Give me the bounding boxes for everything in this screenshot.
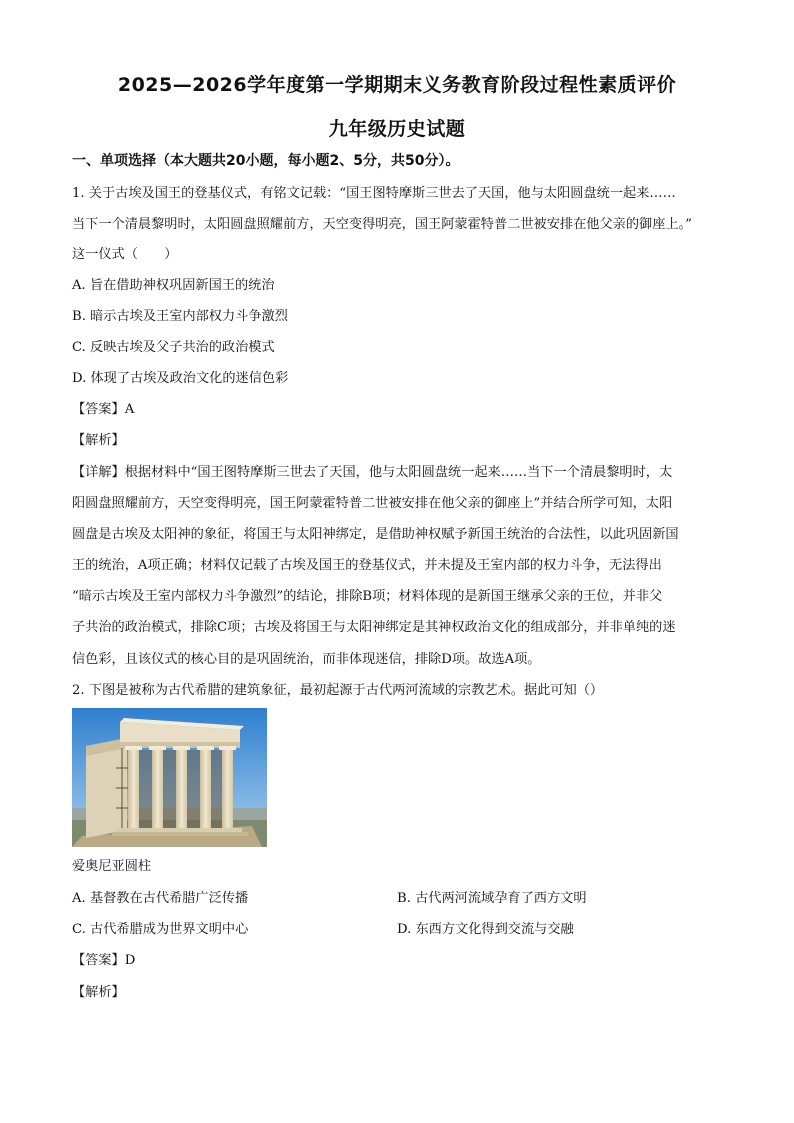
q2-option-c: C. 古代希腊成为世界文明中心 (72, 922, 249, 937)
ionic-temple-photo (72, 708, 267, 847)
q1-option-b: B. 暗示古埃及王室内部权力斗争激烈 (72, 309, 288, 324)
q1-detail-line: 子共治的政治模式，排除C项；古埃及将国王与太阳神绑定是其神权政治文化的组成部分，并非单纯的迷 (72, 620, 676, 635)
q1-option-a: A. 旨在借助神权巩固新国王的统治 (72, 278, 275, 293)
q2-stem: 2. 下图是被称为古代希腊的建筑象征，最初起源于古代两河流域的宗教艺术。据此可知（） (72, 683, 604, 698)
photo-caption: 爱奥尼亚圆柱 (72, 859, 152, 874)
q2-answer: 【答案】D (72, 953, 136, 968)
q2-analysis-label: 【解析】 (72, 985, 125, 1000)
q2-option-d: D. 东西方文化得到交流与交融 (397, 922, 574, 937)
exam-title: 2025—2026学年度第一学期期末义务教育阶段过程性素质评价 (117, 74, 677, 96)
q1-detail-line: “暗示古埃及王室内部权力斗争激烈”的结论，排除B项；材料体现的是新国王继承父亲的王位，并非父 (72, 589, 663, 604)
exam-subtitle: 九年级历史试题 (328, 118, 466, 140)
q1-option-c: C. 反映古埃及父子共治的政治模式 (72, 340, 275, 355)
q1-answer: 【答案】A (72, 402, 135, 417)
q1-detail-line: 信色彩，且该仪式的核心目的是巩固统治，而非体现迷信，排除D项。故选A项。 (72, 652, 541, 667)
q1-detail-line: 圆盘是古埃及太阳神的象征，将国王与太阳神绑定，是借助神权赋予新国王统治的合法性，以此巩固新国 (72, 527, 679, 542)
q1-analysis-label: 【解析】 (72, 433, 125, 448)
q1-stem-line: 当下一个清晨黎明时，太阳圆盘照耀前方，天空变得明亮，国王阿蒙霍特普二世被安排在他父亲的御座上。” (72, 217, 692, 232)
q1-detail-line: 王的统治，A项正确；材料仅记载了古埃及国王的登基仪式，并未提及王室内部的权力斗争，无法得出 (72, 558, 662, 573)
section-heading: 一、单项选择（本大题共20小题，每小题2、5分，共50分）。 (72, 153, 460, 169)
q1-stem-line: 1. 关于古埃及国王的登基仪式，有铭文记载：“国王图特摩斯三世去了天国，他与太阳圆盘统一起来…… (72, 186, 676, 201)
q1-stem-line: 这一仪式（ ） (72, 247, 178, 262)
q1-detail-line: 【详解】根据材料中“国王图特摩斯三世去了天国，他与太阳圆盘统一起来……当下一个清晨黎明时，太 (72, 465, 673, 480)
q1-detail-line: 阳圆盘照耀前方，天空变得明亮，国王阿蒙霍特普二世被安排在他父亲的御座上”并结合所学可知，太阳 (72, 496, 673, 511)
q2-option-b: B. 古代两河流域孕育了西方文明 (397, 891, 587, 906)
q2-option-a: A. 基督教在古代希腊广泛传播 (72, 891, 249, 906)
q1-option-d: D. 体现了古埃及政治文化的迷信色彩 (72, 371, 289, 386)
